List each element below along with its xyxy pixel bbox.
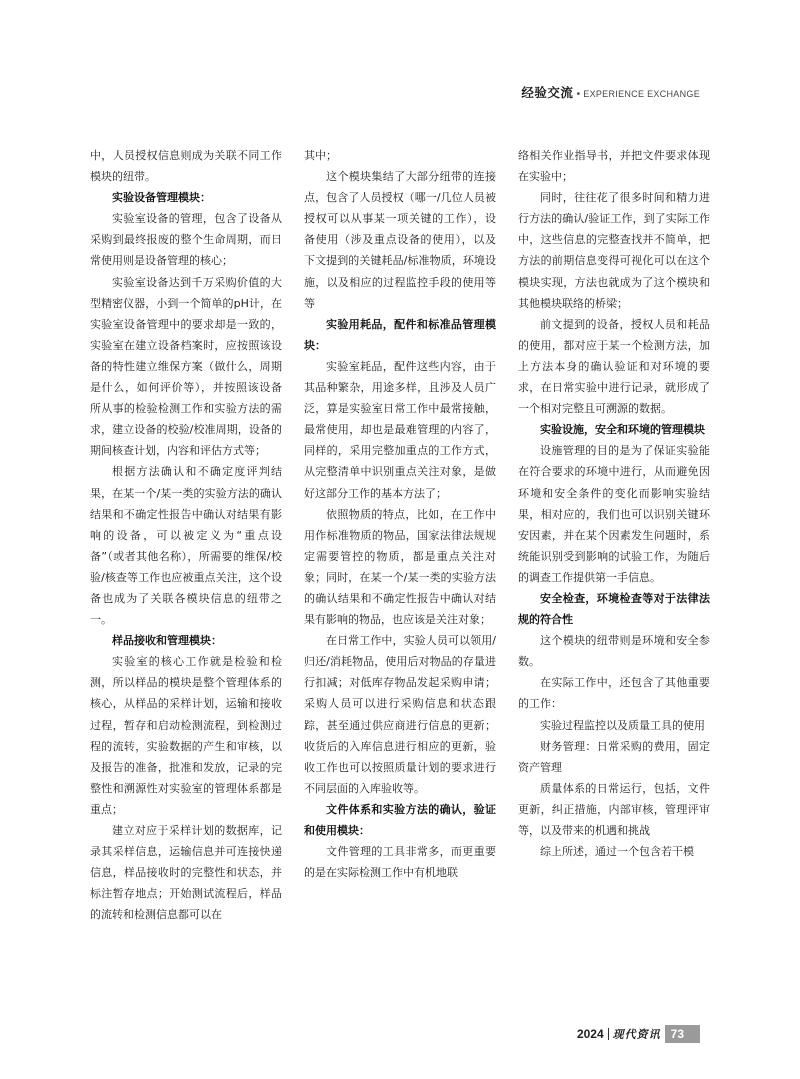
paragraph: 根据方法确认和不确定度评判结果，在某一个/某一类的实验方法的确认结果和不确定性报告中确认对结果有影响的设备，可以被定义为“重点设备”（或者其他名称），所需要的维保/校验/核查等工作也应被重点关注，这个设备也成为了关联各模块信息的纽带之一。 bbox=[90, 465, 282, 627]
paragraph: 这个模块的纽带则是环境和安全参数。 bbox=[518, 634, 710, 669]
paragraph: 文件管理的工具非常多，而更重要的是在实际检测工作中有机地联 bbox=[304, 845, 496, 880]
text-column-1 bbox=[90, 145, 282, 925]
paragraph: 在实际工作中，还包含了其他重要的工作： bbox=[518, 676, 710, 711]
section-title-en: EXPERIENCE EXCHANGE bbox=[583, 89, 700, 99]
section-heading: 安全检查，环境检查等对于法律法规的符合性 bbox=[518, 591, 710, 627]
paragraph: 络相关作业指导书，并把文件要求体现在实验中； bbox=[518, 149, 710, 184]
issue-year: 2024 bbox=[576, 1027, 604, 1041]
paragraph: 同时，往往花了很多时间和精力进行方法的确认/验证工作，到了实际工作中，这些信息的完整查找并不简单，把方法的前期信息变得可视化可以在这个模块实现，方法也就成为了这个模块和其他模块联络的桥梁； bbox=[518, 191, 710, 310]
paragraph: 其中； bbox=[304, 149, 337, 162]
paragraph: 实验过程监控以及质量工具的使用 bbox=[540, 718, 705, 732]
running-header bbox=[521, 83, 700, 103]
section-heading: 实验用耗品，配件和标准品管理模块： bbox=[304, 317, 496, 352]
section-heading: 实验设备管理模块： bbox=[112, 191, 211, 205]
paragraph: 建立对应于采样计划的数据库，记录其采样信息，运输信息并可连接快递信息，样品接收时的完整性和状态，并标注暂存地点；开始测试流程后，样品的流转和检测信息都可以在 bbox=[90, 824, 282, 922]
paragraph: 实验室的核心工作就是检验和检测，所以样品的模块是整个管理体系的核心，从样品的采样计划，运输和接收过程，暂存和启动检测流程，到检测过程的流转，实验数据的产生和审核，以及报告的准备，批准和发放，记录的完整性和溯源性对实验室的管理体系都是重点； bbox=[90, 655, 282, 816]
paragraph: 综上所述，通过一个包含若干模 bbox=[540, 845, 694, 859]
paragraph: 实验室设备达到千万采购价值的大型精密仪器，小到一个简单的pH计，在实验室设备管理中的要求却是一致的，实验室在建立设备档案时，应按照该设备的特性建立维保方案（做什么，周期是什么，如何评价等），并按照该设备所从事的检验检测工作和实验方法的需求，建立设备的校验/校准周期，设备的期间核查计划，内容和评估方式等； bbox=[90, 275, 282, 458]
paragraph: 依照物质的特点，比如，在工作中用作标准物质的物品，国家法律法规规定需要管控的物质，都是重点关注对象；同时，在某一个/某一类的实验方法的确认结果和不确定性报告中确认对结果有影响的物品，也应该是关注对象； bbox=[304, 507, 496, 627]
paragraph: 实验室耗品，配件这些内容，由于其品种繁杂，用途多样，且涉及人员广泛，算是实验室日常工作中最常接触，最常使用，却也是最难管理的内容了，同样的，采用完整加重点的工作方式，从完整清单中识别重点关注对象，是做好这部分工作的基本方法了； bbox=[304, 359, 496, 500]
section-heading: 实验设施，安全和环境的管理模块 bbox=[540, 423, 705, 437]
section-title-cn: 经验交流 bbox=[521, 85, 574, 100]
paragraph: 在日常工作中，实验人员可以领用/归还/消耗物品，使用后对物品的存量进行扣减；对低库存物品发起采购申请；采购人员可以进行采购信息和状态跟踪，甚至通过供应商进行信息的更新；收货后的入库信息进行相应的更新，验收工作也可以按照质量计划的要求进行不同层面的入库验收等。 bbox=[304, 634, 496, 795]
page-number: 73 bbox=[665, 1025, 700, 1043]
footer-divider bbox=[608, 1028, 609, 1040]
text-column-2 bbox=[304, 145, 496, 883]
paragraph: 设施管理的目的是为了保证实验能在符合要求的环境中进行，从而避免因环境和安全条件的变化而影响实验结果，相对应的，我们也可以识别关键环安因素，并在某个因素发生问题时，系统能识别受到影响的试验工作，为随后的调查工作提供第一手信息。 bbox=[518, 444, 710, 584]
header-separator: • bbox=[575, 89, 582, 100]
magazine-name: 现代资讯 bbox=[612, 1028, 661, 1041]
paragraph: 实验室设备的管理，包含了设备从采购到最终报废的整个生命周期，而日常使用则是设备管理的核心； bbox=[90, 212, 282, 268]
page-footer bbox=[577, 1024, 700, 1044]
paragraph: 前文提到的设备，授权人员和耗品的使用，都对应于某一个检测方法，加上方法本身的确认验证和对环境的要求，在日常实验中进行记录，就形成了一个相对完整且可溯源的数据。 bbox=[518, 317, 710, 416]
paragraph: 中，人员授权信息则成为关联不同工作模块的纽带。 bbox=[90, 149, 282, 184]
paragraph: 财务管理：日常采购的费用，固定资产管理 bbox=[518, 739, 710, 774]
section-heading: 文件体系和实验方法的确认，验证和使用模块： bbox=[304, 802, 496, 837]
section-heading: 样品接收和管理模块： bbox=[112, 634, 222, 648]
paragraph: 质量体系的日常运行，包括，文件更新，纠正措施，内部审核，管理评审等，以及带来的机遇和挑战 bbox=[518, 781, 710, 837]
text-column-3 bbox=[518, 145, 710, 862]
paragraph: 这个模块集结了大部分纽带的连接点，包含了人员授权（哪一/几位人员被授权可以从事某一项关键的工作），设备使用（涉及重点设备的使用），以及下文提到的关键耗品/标准物质，环境设施，以及相应的过程监控手段的使用等等 bbox=[304, 170, 496, 310]
